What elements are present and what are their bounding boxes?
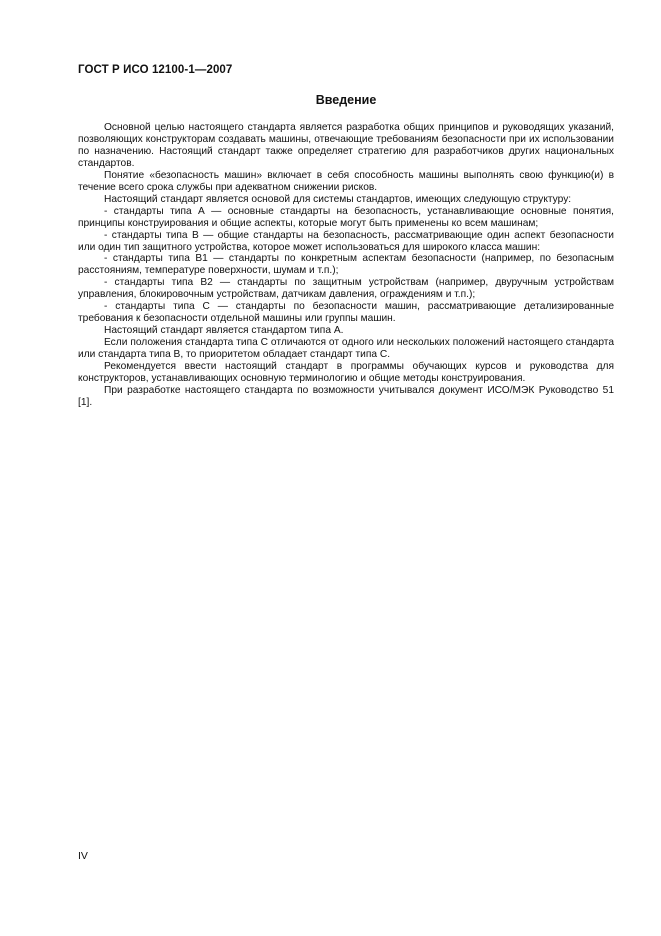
paragraph: Если положения стандарта типа С отличаются от одного или нескольких положений настоящего стандарта или стандарта типа В, то приоритетом обладает стандарт типа С. [78,337,614,361]
paragraph: Настоящий стандарт является стандартом типа А. [104,325,344,337]
list-item: - стандарты типа С — стандарты по безопасности машин, рассматривающие детализированные требования к безопасности отдельной машины или группы машин. [78,301,614,325]
list-item: - стандарты типа В2 — стандарты по защитным устройствам (например, двуручным устройствам управления, блокировочным устройствам, датчикам давления, ограждениям и т.п.); [78,277,614,301]
section-body [78,122,614,409]
document-header: ГОСТ Р ИСО 12100-1—2007 [78,64,233,76]
paragraph: Основной целью настоящего стандарта является разработка общих принципов и руководящих указаний, позволяющих конструкторам создавать машины, отвечающие требованиям безопасности при их использовании по назначению. Настоящий стандарт также определяет стратегию для разработчиков других национальных стандартов. [78,122,614,169]
section-title: Введение [315,93,377,107]
list-item: - стандарты типа В1 — стандарты по конкретным аспектам безопасности (например, по безопасным расстояниям, температуре поверхности, шумам и т.п.); [78,253,614,277]
paragraph: Понятие «безопасность машин» включает в себя способность машины выполнять свою функцию(и) в течение всего срока службы при адекватном снижении рисков. [78,169,614,193]
list-item: - стандарты типа А — основные стандарты на безопасность, устанавливающие основные понятия, принципы конструирования и общие аспекты, которые могут быть применены ко всем машинам; [78,205,614,229]
paragraph: При разработке настоящего стандарта по возможности учитывался документ ИСО/МЭК Руководство 51 [1]. [78,384,614,408]
page-number: IV [78,850,88,862]
list-item: - стандарты типа В — общие стандарты на безопасность, рассматривающие один аспект безопасности или один тип защитного устройства, которое может использоваться для широкого класса машин: [78,229,614,253]
paragraph: Рекомендуется ввести настоящий стандарт в программы обучающих курсов и руководства для конструкторов, устанавливающих основную терминологию и общие методы конструирования. [78,361,614,385]
paragraph: Настоящий стандарт является основой для системы стандартов, имеющих следующую структуру: [104,193,572,205]
